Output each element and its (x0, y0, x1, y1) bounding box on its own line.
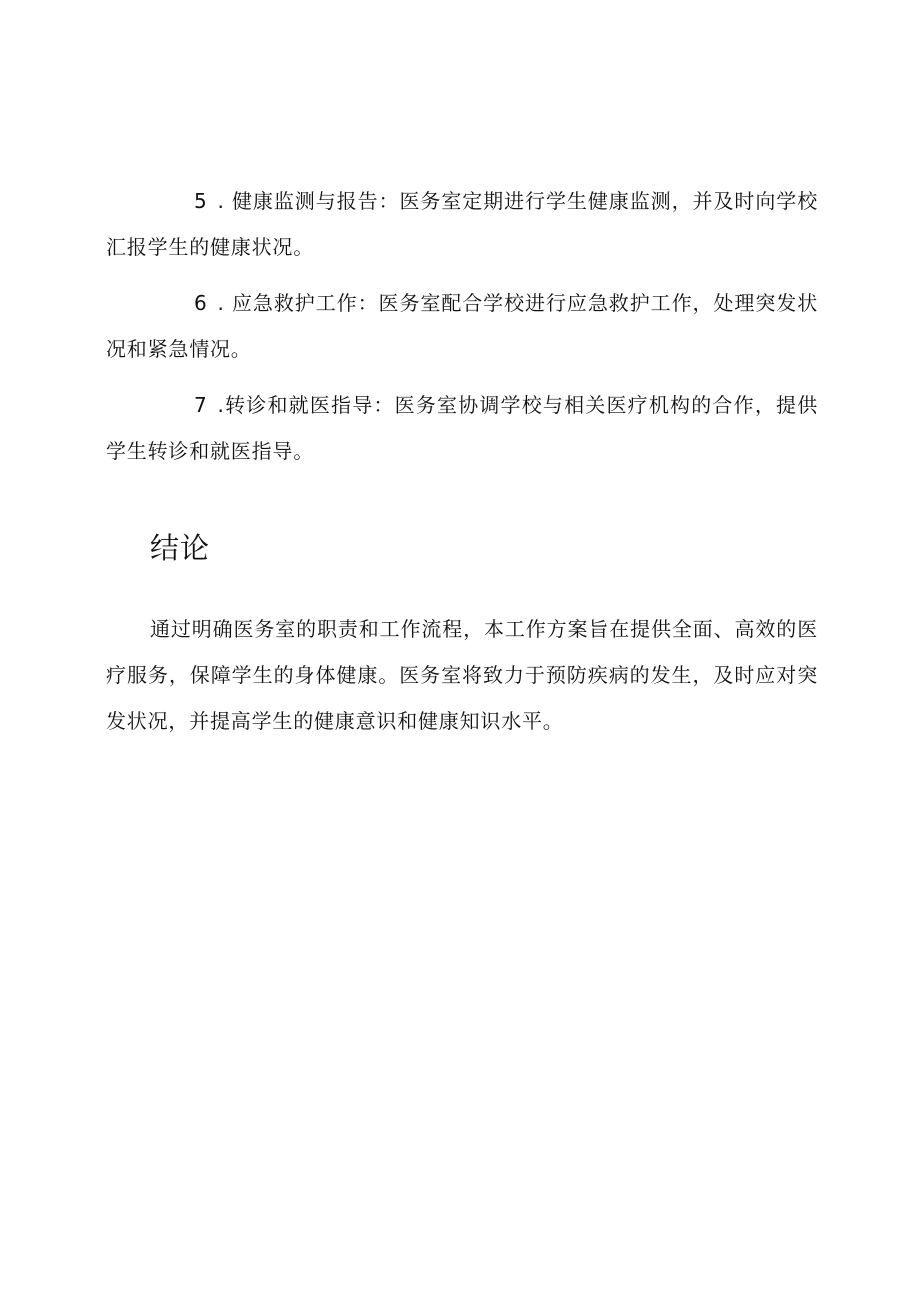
list-item-referral-guidance (106, 382, 818, 474)
conclusion-heading: 结论 (150, 531, 211, 565)
list-item-number: 6 (194, 291, 208, 315)
list-item-text: . 健康监测与报告：医务室定期进行学生健康监测，并及时向学校汇报学生的健康状况。 (106, 189, 818, 259)
list-item-text: .转诊和就医指导：医务室协调学校与相关医疗机构的合作，提供学生转诊和就医指导。 (106, 393, 818, 463)
list-item-text: . 应急救护工作：医务室配合学校进行应急救护工作，处理突发状况和紧急情况。 (106, 291, 818, 361)
list-item-emergency-response (106, 280, 818, 372)
list-item-number: 7 (194, 393, 208, 417)
list-item-number: 5 (194, 189, 208, 213)
conclusion-paragraph: 通过明确医务室的职责和工作流程，本工作方案旨在提供全面、高效的医疗服务，保障学生的身体健康。医务室将致力于预防疾病的发生，及时应对突发状况，并提高学生的健康意识和健康知识水平。 (106, 617, 818, 733)
list-item-health-monitoring (106, 178, 818, 270)
document-content (106, 178, 818, 754)
